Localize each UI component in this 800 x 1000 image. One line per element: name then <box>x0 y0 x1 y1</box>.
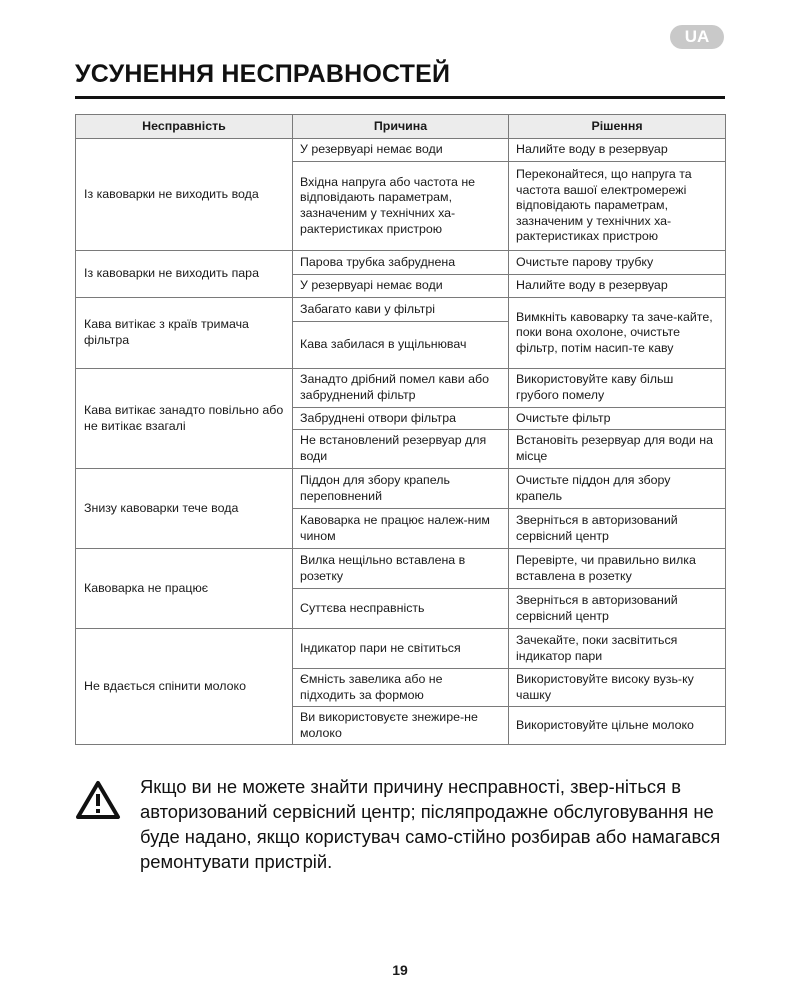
solution-cell: Зверніться в авторизований сервісний центр <box>509 509 726 549</box>
table-row <box>76 251 726 275</box>
solution-cell: Встановіть резервуар для води на місце <box>509 430 726 469</box>
column-header-cause: Причина <box>293 115 509 139</box>
cause-cell: Суттєва несправність <box>293 589 509 629</box>
solution-cell: Використовуйте каву більш грубого помелу <box>509 369 726 408</box>
warning-note <box>75 774 725 884</box>
fault-cell: Із кавоварки не виходить пара <box>76 251 293 298</box>
table-row <box>76 369 726 408</box>
troubleshooting-table <box>75 114 726 745</box>
warning-triangle-icon <box>75 780 121 820</box>
solution-cell: Зачекайте, поки засвітиться індикатор пари <box>509 629 726 669</box>
cause-cell: Вилка нещільно вставлена в розетку <box>293 549 509 589</box>
table-row <box>76 469 726 509</box>
solution-cell: Налийте воду в резервуар <box>509 275 726 298</box>
title-divider <box>75 96 725 99</box>
solution-cell: Переконайтеся, що напруга та частота вашої електромережі відповідають параметрам, зазначеним у технічних ха-рактеристиках пристрою <box>509 162 726 251</box>
fault-cell: Кава витікає занадто повільно або не витікає взагалі <box>76 369 293 469</box>
cause-cell: Забруднені отвори фільтра <box>293 408 509 430</box>
cause-cell: Вхідна напруга або частота не відповідають параметрам, зазначеним у технічних ха-рактеристиках пристрою <box>293 162 509 251</box>
cause-cell: Ємність завелика або не підходить за формою <box>293 669 509 707</box>
page-number: 19 <box>392 962 408 978</box>
solution-cell: Очистьте піддон для збору крапель <box>509 469 726 509</box>
solution-cell: Очистьте фільтр <box>509 408 726 430</box>
solution-cell: Зверніться в авторизований сервісний центр <box>509 589 726 629</box>
fault-cell: Із кавоварки не виходить вода <box>76 139 293 251</box>
fault-cell: Кава витікає з країв тримача фільтра <box>76 298 293 369</box>
table-row <box>76 629 726 669</box>
solution-cell: Перевірте, чи правильно вилка вставлена в розетку <box>509 549 726 589</box>
cause-cell: Кава забилася в ущільнювач <box>293 322 509 369</box>
table-row <box>76 549 726 589</box>
solution-cell: Використовуйте високу вузь-ку чашку <box>509 669 726 707</box>
cause-cell: Кавоварка не працює належ-ним чином <box>293 509 509 549</box>
cause-cell: Парова трубка забруднена <box>293 251 509 275</box>
cause-cell: Занадто дрібний помел кави або забруднений фільтр <box>293 369 509 408</box>
table-row <box>76 139 726 162</box>
cause-cell: Забагато кави у фільтрі <box>293 298 509 322</box>
cause-cell: У резервуарі немає води <box>293 139 509 162</box>
warning-text: Якщо ви не можете знайти причину несправності, звер-ніться в авторизований сервісний центр; післяпродажне обслуговування не буде надано, якщо користувач само-стійно розбирав або намагався ремонтувати пристрій. <box>140 776 721 872</box>
solution-cell: Використовуйте цільне молоко <box>509 707 726 745</box>
cause-cell: Ви використовуєте знежире-не молоко <box>293 707 509 745</box>
solution-cell: Вимкніть кавоварку та заче-кайте, поки вона охолоне, очистьте фільтр, потім насип-те каву <box>509 298 726 369</box>
cause-cell: Не встановлений резервуар для води <box>293 430 509 469</box>
fault-cell: Не вдається спінити молоко <box>76 629 293 745</box>
fault-cell: Знизу кавоварки тече вода <box>76 469 293 549</box>
fault-cell: Кавоварка не працює <box>76 549 293 629</box>
cause-cell: У резервуарі немає води <box>293 275 509 298</box>
language-badge: UA <box>670 25 724 49</box>
table-row <box>76 298 726 322</box>
cause-cell: Індикатор пари не світиться <box>293 629 509 669</box>
table-header-row <box>76 115 726 139</box>
cause-cell: Піддон для збору крапель переповнений <box>293 469 509 509</box>
solution-cell: Налийте воду в резервуар <box>509 139 726 162</box>
column-header-solution: Рішення <box>509 115 726 139</box>
solution-cell: Очистьте парову трубку <box>509 251 726 275</box>
page-title: УСУНЕННЯ НЕСПРАВНОСТЕЙ <box>75 60 451 88</box>
column-header-fault: Несправність <box>76 115 293 139</box>
